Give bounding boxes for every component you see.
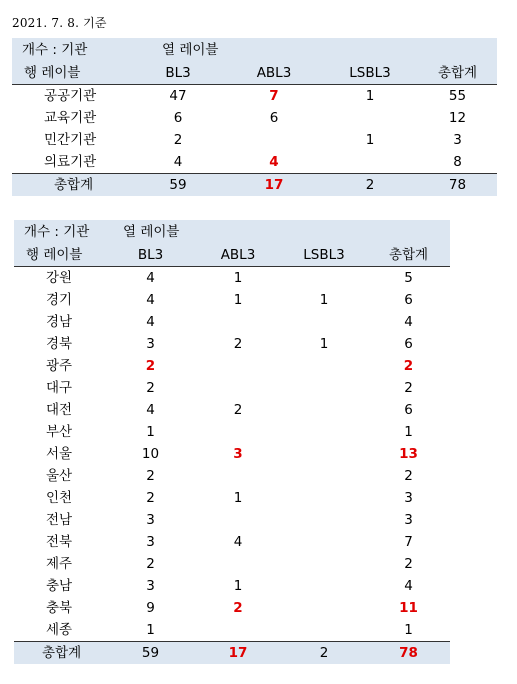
cell-abl3: 4	[233, 534, 243, 550]
row-name: 경남	[46, 314, 73, 330]
table-row	[12, 85, 497, 108]
cell-bl3: 2	[173, 132, 183, 148]
col-label: 열 레이블	[106, 220, 195, 244]
date-label: 2021. 7. 8. 기준	[12, 16, 107, 30]
cell-abl3: 2	[233, 336, 243, 352]
table-row	[14, 597, 450, 619]
grand-total-bl3: 59	[130, 174, 226, 197]
table-row	[12, 151, 497, 174]
row-name: 제주	[46, 556, 73, 572]
cell-lsbl3	[281, 531, 367, 553]
cell-bl3: 3	[146, 336, 155, 352]
cell-lsbl3	[322, 151, 418, 174]
cell-abl3: 2	[233, 600, 243, 616]
count-label: 개수 : 기관	[12, 38, 130, 62]
cell-lsbl3	[281, 267, 367, 290]
cell-bl3: 2	[146, 468, 155, 484]
grand-total-total: 78	[418, 174, 497, 197]
cell-bl3: 4	[146, 402, 155, 418]
row-name: 대전	[46, 402, 73, 418]
cell-total: 3	[404, 512, 413, 528]
table-row	[14, 377, 450, 399]
row-name: 부산	[46, 424, 73, 440]
col-label: 열 레이블	[130, 38, 226, 62]
cell-abl3	[195, 377, 281, 399]
cell-lsbl3: 1	[319, 292, 329, 308]
grand-total-row	[14, 642, 450, 665]
cell-total: 7	[404, 534, 413, 550]
cell-lsbl3	[281, 377, 367, 399]
cell-total: 2	[403, 358, 414, 374]
cell-bl3: 1	[146, 424, 155, 440]
table-row	[14, 487, 450, 509]
cell-bl3: 9	[146, 600, 155, 616]
row-name: 민간기관	[44, 132, 97, 148]
row-name: 경북	[46, 336, 73, 352]
grand-total-abl3: 17	[195, 642, 281, 665]
column-header: BL3	[130, 62, 226, 85]
cell-abl3: 1	[233, 270, 243, 286]
cell-lsbl3: 1	[365, 132, 375, 148]
grand-total-lsbl3: 2	[281, 642, 367, 665]
cell-total: 12	[448, 110, 467, 126]
cell-abl3	[195, 311, 281, 333]
row-name: 충남	[46, 578, 73, 594]
table-header-row	[12, 62, 497, 85]
cell-bl3: 4	[146, 270, 155, 286]
cell-abl3	[195, 619, 281, 642]
cell-abl3	[195, 465, 281, 487]
table-row	[14, 509, 450, 531]
table-row	[14, 531, 450, 553]
column-header: LSBL3	[281, 244, 367, 267]
table-row	[12, 129, 497, 151]
cell-total: 11	[399, 600, 418, 616]
cell-total: 3	[404, 490, 413, 506]
grand-total-label: 총합계	[12, 174, 130, 197]
grand-total-abl3: 17	[226, 174, 322, 197]
cell-total: 2	[404, 556, 413, 572]
cell-bl3: 2	[146, 490, 155, 506]
table-row	[14, 399, 450, 421]
table-row	[14, 355, 450, 377]
cell-total: 3	[453, 132, 462, 148]
cell-bl3: 3	[146, 578, 155, 594]
table-row	[14, 421, 450, 443]
cell-abl3: 6	[269, 110, 279, 126]
row-name: 인천	[46, 490, 73, 506]
cell-lsbl3	[281, 311, 367, 333]
grand-total-row	[12, 174, 497, 197]
row-name: 공공기관	[44, 88, 97, 104]
cell-lsbl3	[281, 465, 367, 487]
table-header-row	[12, 38, 497, 62]
table-header-row	[14, 220, 450, 244]
grand-total-total: 78	[367, 642, 450, 665]
cell-bl3: 47	[169, 88, 187, 104]
row-name: 강원	[46, 270, 73, 286]
cell-bl3: 2	[145, 358, 156, 374]
count-label: 개수 : 기관	[14, 220, 106, 244]
cell-abl3: 7	[269, 88, 279, 104]
cell-bl3: 10	[141, 446, 160, 462]
cell-total: 2	[404, 468, 413, 484]
row-name: 의료기관	[44, 154, 97, 170]
cell-total: 6	[404, 336, 413, 352]
row-name: 광주	[46, 358, 73, 374]
row-name: 충북	[46, 600, 73, 616]
table-row	[14, 575, 450, 597]
table-row	[14, 267, 450, 290]
cell-total: 8	[453, 154, 462, 170]
cell-abl3	[195, 509, 281, 531]
cell-lsbl3: 1	[365, 88, 375, 104]
table-row	[14, 619, 450, 642]
column-header: ABL3	[195, 244, 281, 267]
row-label: 행 레이블	[14, 244, 106, 267]
pivot-table-by-institution	[12, 38, 497, 196]
column-header: 총합계	[418, 62, 497, 85]
cell-total: 4	[404, 578, 413, 594]
cell-bl3: 2	[146, 380, 155, 396]
cell-total: 1	[404, 622, 413, 638]
cell-total: 55	[448, 88, 467, 104]
cell-lsbl3	[281, 619, 367, 642]
cell-abl3: 1	[233, 490, 243, 506]
table-row	[14, 333, 450, 355]
cell-abl3: 2	[233, 402, 243, 418]
cell-bl3: 4	[173, 154, 183, 170]
grand-total-lsbl3: 2	[322, 174, 418, 197]
cell-lsbl3	[281, 443, 367, 465]
row-name: 전북	[46, 534, 73, 550]
cell-bl3: 1	[146, 622, 155, 638]
cell-lsbl3	[281, 355, 367, 377]
cell-abl3	[195, 553, 281, 575]
column-header: LSBL3	[322, 62, 418, 85]
row-name: 전남	[46, 512, 73, 528]
cell-lsbl3	[281, 509, 367, 531]
row-name: 대구	[46, 380, 73, 396]
cell-total: 5	[404, 270, 413, 286]
cell-bl3: 3	[146, 512, 155, 528]
pivot-table-by-region	[14, 220, 450, 664]
table-row	[14, 311, 450, 333]
table-row	[14, 443, 450, 465]
table-header-row	[14, 244, 450, 267]
cell-abl3	[195, 421, 281, 443]
cell-abl3	[195, 355, 281, 377]
cell-total: 6	[404, 402, 413, 418]
cell-lsbl3	[322, 107, 418, 129]
cell-bl3: 6	[173, 110, 183, 126]
row-name: 교육기관	[44, 110, 97, 126]
cell-total: 13	[399, 446, 418, 462]
row-name: 세종	[46, 622, 73, 638]
cell-lsbl3	[281, 597, 367, 619]
cell-lsbl3	[281, 399, 367, 421]
cell-abl3	[226, 129, 322, 151]
cell-lsbl3	[281, 421, 367, 443]
cell-lsbl3	[281, 575, 367, 597]
row-name: 울산	[46, 468, 73, 484]
row-label: 행 레이블	[12, 62, 130, 85]
cell-bl3: 4	[146, 314, 155, 330]
row-name: 서울	[46, 446, 73, 462]
cell-bl3: 4	[146, 292, 155, 308]
table-row	[14, 465, 450, 487]
table-row	[14, 289, 450, 311]
row-name: 경기	[46, 292, 73, 308]
cell-abl3: 1	[233, 292, 243, 308]
cell-abl3: 4	[269, 154, 279, 170]
cell-lsbl3	[281, 553, 367, 575]
cell-lsbl3: 1	[319, 336, 329, 352]
column-header: BL3	[106, 244, 195, 267]
cell-total: 6	[404, 292, 413, 308]
cell-bl3: 2	[146, 556, 155, 572]
column-header: ABL3	[226, 62, 322, 85]
cell-total: 2	[404, 380, 413, 396]
cell-abl3: 3	[233, 446, 243, 462]
cell-abl3: 1	[233, 578, 243, 594]
grand-total-label: 총합계	[14, 642, 106, 665]
table-row	[12, 107, 497, 129]
column-header: 총합계	[367, 244, 450, 267]
cell-total: 1	[404, 424, 413, 440]
grand-total-bl3: 59	[106, 642, 195, 665]
cell-bl3: 3	[146, 534, 155, 550]
cell-total: 4	[404, 314, 413, 330]
table-row	[14, 553, 450, 575]
cell-lsbl3	[281, 487, 367, 509]
